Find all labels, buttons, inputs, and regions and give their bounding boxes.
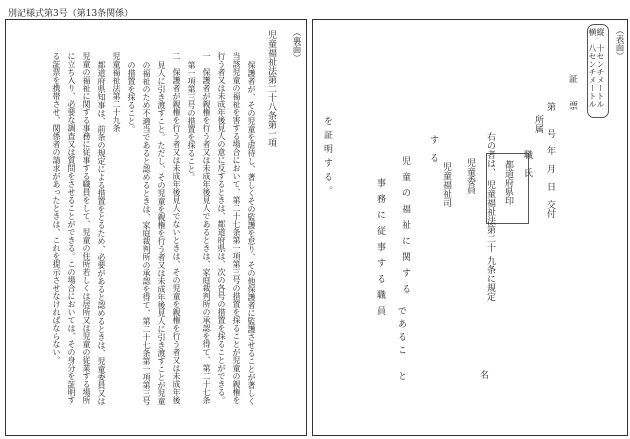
back-line-3: 行う者又は未成年後見人の意に反するときは、都道府県は、次の各号の措置を採ることができる。 [217, 52, 226, 404]
back-line-4: 一 保護者が親権を行う者又は未成年後見人であるときは、家庭裁判所の承認を得て、第二十七条 [202, 52, 211, 404]
size-note-height: 縦 十センチメートル [596, 28, 605, 108]
back-line-11: 都道府県知事は、前条の規定による措置をとるため、必要があると認めるときは、児童委員又は [97, 61, 106, 405]
front-label: （表面） [614, 26, 624, 60]
role-child-commissioner: 児童委員 [465, 158, 475, 194]
back-line-12: 児童の福祉に関する事務に従事する職員をして、児童の住所若しくは居所又は児童の従業する場所 [82, 52, 91, 404]
status-text: であるこ と [396, 306, 406, 384]
certification-text: を証明する。 [322, 116, 332, 200]
back-line-8: の福祉のため不適当であると認めるときは、家庭裁判所の承認を得て、第二十七条第一項第三号 [142, 61, 151, 405]
body-suru: す る [428, 135, 438, 162]
back-heading: 児童福祉法第二十八条第一項 [266, 30, 276, 147]
form-caption: 別記様式第3号（第13条関係） [8, 9, 134, 19]
front-panel [312, 19, 628, 436]
name-suffix: 名 [478, 370, 488, 379]
duty-staff-text: 事務に従事する職員 [375, 178, 385, 322]
back-line-6: 二 保護者が親権を行う者又は未成年後見人でないときは、その児童を親権を行う者又は未成年後 [172, 52, 181, 404]
position-label: 職 氏 [522, 150, 532, 177]
back-line-5: 第一項第三号の措置を採ること。 [187, 61, 196, 181]
back-line-14: る証票を携帯させ、関係者の請求があったときは、これを提示させなければならない。 [52, 52, 61, 364]
card-title: 証 票 [567, 74, 577, 110]
back-line-7: 見人に引き渡すこと。ただし、その児童を親権を行う者又は未成年後見人に引き渡すことが児童 [157, 61, 166, 405]
back-line-9: の措置を採ること。 [127, 61, 136, 133]
law-reference: 児童福祉法第二十 [485, 180, 495, 252]
child-welfare-text: 児童の福祉に関する [400, 156, 410, 300]
back-line-10: 児童福祉法第二十九条 [112, 52, 121, 132]
back-line-2: 当該児童の福祉を害する場合において、第二十七条第一項第三号の措置を採ることが児童の親権を [232, 52, 241, 404]
card-number: 第 号 [545, 102, 555, 138]
issue-date: 年 月 日 交付 [545, 146, 555, 218]
affiliation-label: 所属 [533, 115, 543, 133]
provision-text: 九条に規定 [485, 256, 495, 301]
back-line-13: に立ち入り、必要な調査又は質問をさせることができる。この場合においては、その身分を証明す [67, 52, 76, 404]
size-note-width: 横 八センチメートル [588, 28, 597, 108]
back-line-1: 保護者が、その児童を虐待し、著しくその監護を怠り、その他保護者に監護させることが著しく [247, 61, 256, 405]
body-intro: 右の者は、 [485, 132, 495, 177]
back-label: （裏面） [291, 28, 301, 62]
stamp-text: 都道府県印 [503, 160, 513, 205]
back-panel [5, 19, 307, 436]
role-child-welfare-officer: 児童福祉司 [441, 162, 451, 207]
